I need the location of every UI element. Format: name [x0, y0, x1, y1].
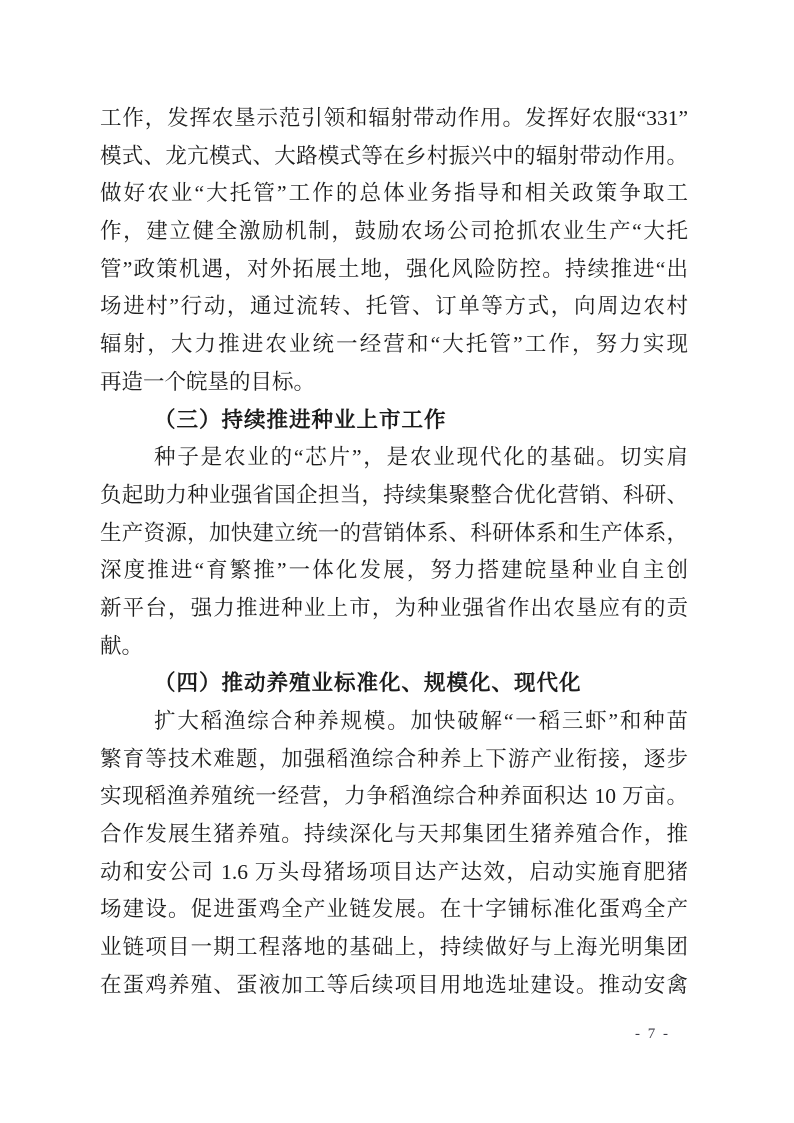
text-line: 扩大稻渔综合种养规模。加快破解“一稻三虾”和种苗	[154, 709, 688, 733]
page-number: - 7 -	[635, 1026, 670, 1042]
text-line: 种子是农业的“芯片”，是农业现代化的基础。切实肩	[154, 445, 688, 470]
document-body	[100, 100, 688, 1005]
text-line: 作，建立健全激励机制，鼓励农场公司抢抓农业生产“大托	[100, 219, 688, 244]
text-line: 在蛋鸡养殖、蛋液加工等后续项目用地选址建设。推动安禽	[100, 972, 688, 997]
text-line: 场建设。促进蛋鸡全产业链发展。在十字铺标准化蛋鸡全产	[100, 897, 688, 922]
text-line: 深度推进“育繁推”一体化发展，努力搭建皖垦种业自主创	[100, 558, 688, 583]
text-line: 再造一个皖垦的目标。	[100, 369, 316, 394]
text-line: 献。	[100, 633, 144, 658]
text-line: 合作发展生猪养殖。持续深化与天邦集团生猪养殖合作，推	[100, 822, 688, 847]
text-line: 新平台，强力推进种业上市，为种业强省作出农垦应有的贡	[100, 595, 688, 620]
text-line: 工作，发挥农垦示范引领和辐射带动作用。发挥好农服“331”	[100, 106, 688, 130]
text-line: 实现稻渔养殖统一经营，力争稻渔综合种养面积达 10 万亩。	[100, 784, 688, 809]
text-line: 辐射，大力推进农业统一经营和“大托管”工作，努力实现	[100, 332, 688, 357]
section-heading: （三）持续推进种业上市工作	[154, 407, 447, 432]
text-line: 模式、龙亢模式、大路模式等在乡村振兴中的辐射带动作用。	[100, 143, 688, 168]
text-line: 场进村”行动，通过流转、托管、订单等方式，向周边农村	[100, 294, 688, 319]
section-heading: （四）推动养殖业标准化、规模化、现代化	[154, 671, 582, 696]
text-line: 业链项目一期工程落地的基础上，持续做好与上海光明集团	[100, 935, 688, 960]
text-line: 繁育等技术难题，加强稻渔综合种养上下游产业衔接，逐步	[100, 746, 688, 771]
text-line: 生产资源，加快建立统一的营销体系、科研体系和生产体系，	[100, 520, 688, 545]
text-line: 管”政策机遇，对外拓展土地，强化风险防控。持续推进“出	[100, 256, 688, 281]
text-line: 做好农业“大托管”工作的总体业务指导和相关政策争取工	[100, 181, 688, 206]
text-line: 负起助力种业强省国企担当，持续集聚整合优化营销、科研、	[100, 482, 688, 507]
text-line: 动和安公司 1.6 万头母猪场项目达产达效，启动实施育肥猪	[100, 859, 688, 884]
